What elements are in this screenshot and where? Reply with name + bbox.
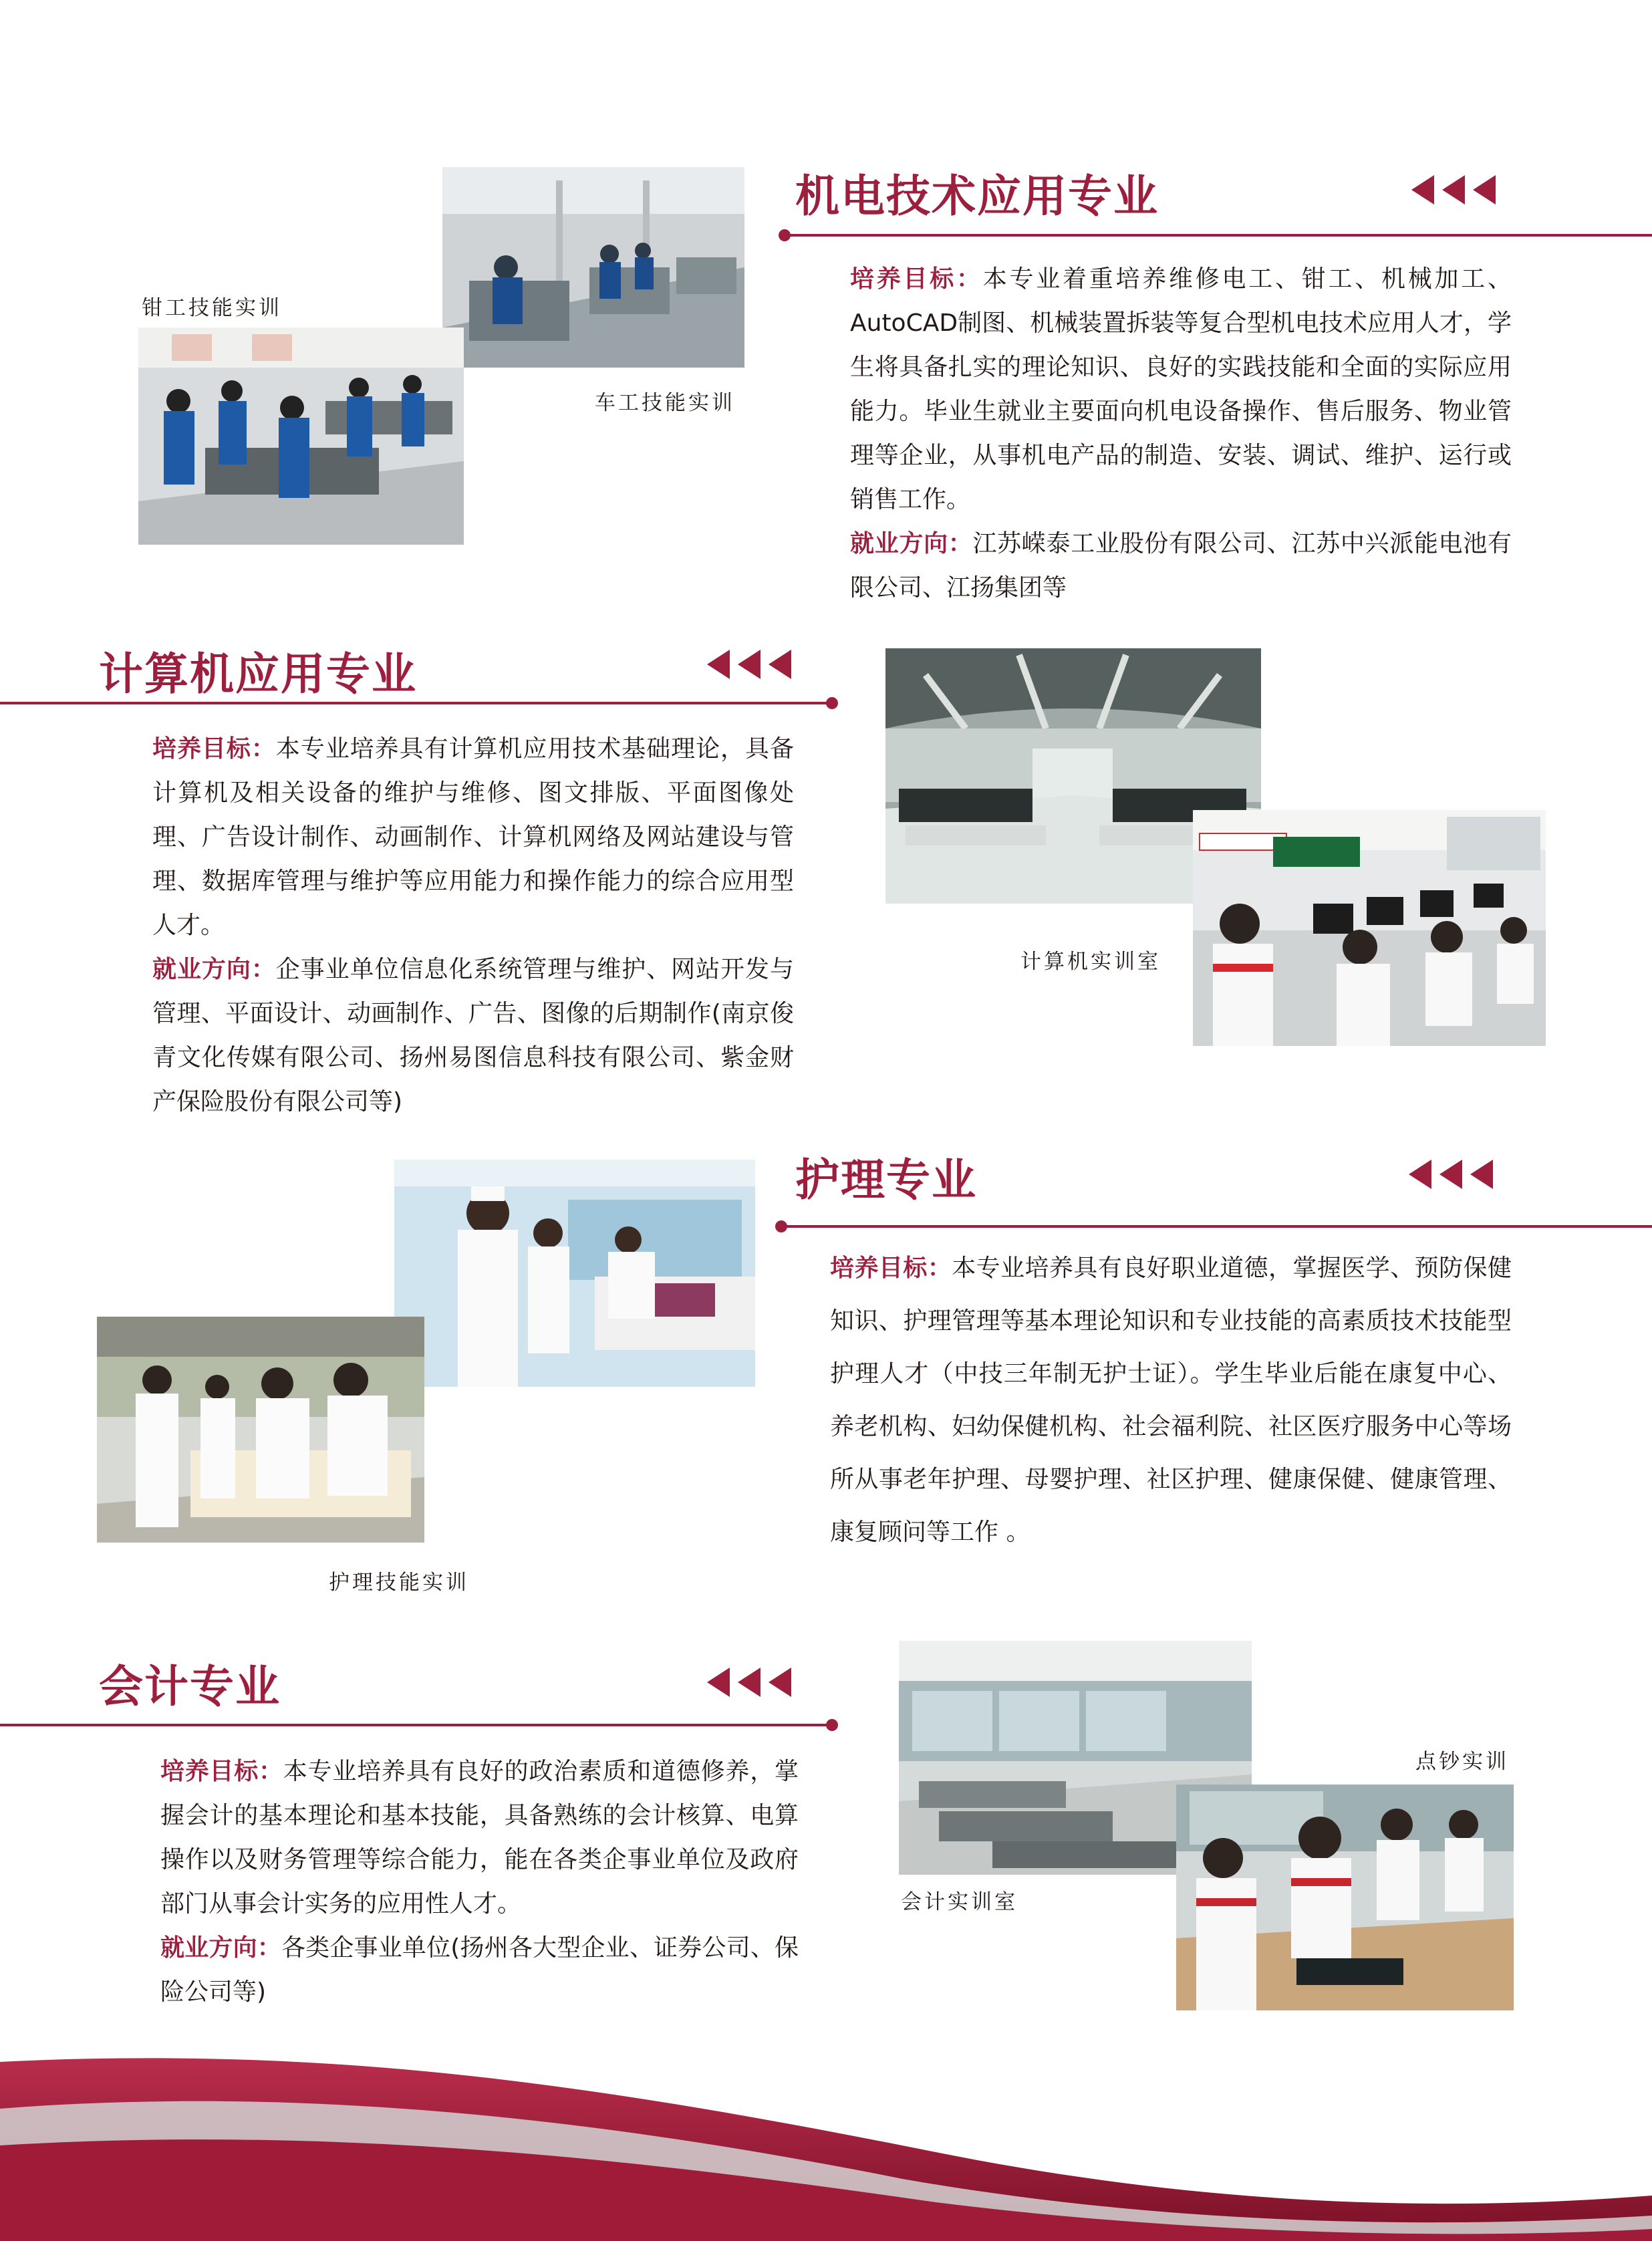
career-text: 企事业单位信息化系统管理与维护、网站开发与管理、平面设计、动画制作、广告、图像的后期制作(南京俊青文化传媒有限公司、扬州易图信息科技有限公司、紫金财产保险股份有限公司等) — [152, 956, 794, 1115]
section-rule — [0, 1724, 832, 1726]
photo-caption: 点钞实训 — [1415, 1750, 1509, 1774]
career-text: 江苏嵘泰工业股份有限公司、江苏中兴派能电池有限公司、江扬集团等 — [850, 530, 1512, 602]
goal-label: 培养目标： — [830, 1255, 952, 1282]
goal-text: 本专业着重培养维修电工、钳工、机械加工、AutoCAD制图、机械装置拆装等复合型机电技术应用人才，学生将具备扎实的理论知识、良好的实践技能和全面的实际应用能力。毕业生就业主要面向机电设备操作、售后服务、物业管理等企业，从事机电产品的制造、安装、调试、维护、运行或销售工作。 — [850, 265, 1512, 513]
section-rule — [785, 234, 1652, 237]
career-label: 就业方向： — [152, 956, 276, 983]
computer-lab-students-photo — [1193, 810, 1546, 1046]
nursing-training-photo — [97, 1317, 424, 1543]
goal-label: 培养目标： — [160, 1758, 283, 1785]
goal-text: 本专业培养具有良好职业道德，掌握医学、预防保健知识、护理管理等基本理论知识和专业技能的高素质技术技能型护理人才（中技三年制无护士证）。学生毕业后能在康复中心、养老机构、妇幼保健机构、社会福利院、社区医疗服务中心等场所从事老年护理、母婴护理、社区护理、健康保健、健康管理、康复顾问等工作 。 — [830, 1255, 1512, 1546]
career-label: 就业方向： — [850, 530, 973, 557]
nursing-description — [777, 1242, 1512, 1559]
photo-caption: 车工技能实训 — [595, 391, 735, 415]
computer-description — [99, 727, 794, 1124]
lathe-training-photo — [442, 167, 744, 368]
photo-caption: 钳工技能实训 — [142, 296, 282, 320]
career-label: 就业方向： — [160, 1934, 281, 1962]
goal-label: 培养目标： — [152, 735, 276, 763]
section-title-accounting: 会计专业 — [99, 1661, 281, 1712]
photo-caption: 会计实训室 — [901, 1890, 1018, 1914]
triple-left-arrow-icon — [707, 650, 794, 679]
section-title-mechatronics: 机电技术应用专业 — [795, 170, 1159, 222]
triple-left-arrow-icon — [1411, 175, 1498, 205]
section-title-nursing: 护理专业 — [795, 1154, 977, 1206]
section-rule — [0, 702, 832, 704]
goal-label: 培养目标： — [850, 265, 983, 293]
triple-left-arrow-icon — [707, 1668, 794, 1697]
mechatronics-description — [797, 257, 1512, 610]
photo-caption: 护理技能实训 — [329, 1571, 469, 1595]
triple-left-arrow-icon — [1409, 1160, 1496, 1189]
goal-text: 本专业培养具有良好的政治素质和道德修养，掌握会计的基本理论和基本技能，具备熟练的会计核算、电算操作以及财务管理等综合能力，能在各类企事业单位及政府部门从事会计实务的应用性人才。 — [160, 1758, 799, 1918]
section-rule — [782, 1225, 1652, 1228]
nursing-ward-photo — [394, 1160, 755, 1387]
footer-wave-decoration — [0, 2045, 1652, 2241]
section-title-computer: 计算机应用专业 — [99, 648, 417, 700]
fitter-training-photo — [138, 327, 464, 545]
goal-text: 本专业培养具有计算机应用技术基础理论，具备计算机及相关设备的维护与维修、图文排版、平面图像处理、广告设计制作、动画制作、计算机网络及网站建设与管理、数据库管理与维护等应用能力和操作能力的综合应用型人才。 — [152, 735, 794, 939]
cash-counting-training-photo — [1176, 1785, 1514, 2010]
section-rule-dot — [826, 697, 838, 709]
accounting-description — [107, 1750, 799, 2014]
photo-caption: 计算机实训室 — [1020, 950, 1161, 974]
section-rule-dot — [826, 1719, 838, 1731]
career-text: 各类企事业单位(扬州各大型企业、证券公司、保险公司等) — [160, 1934, 799, 2006]
